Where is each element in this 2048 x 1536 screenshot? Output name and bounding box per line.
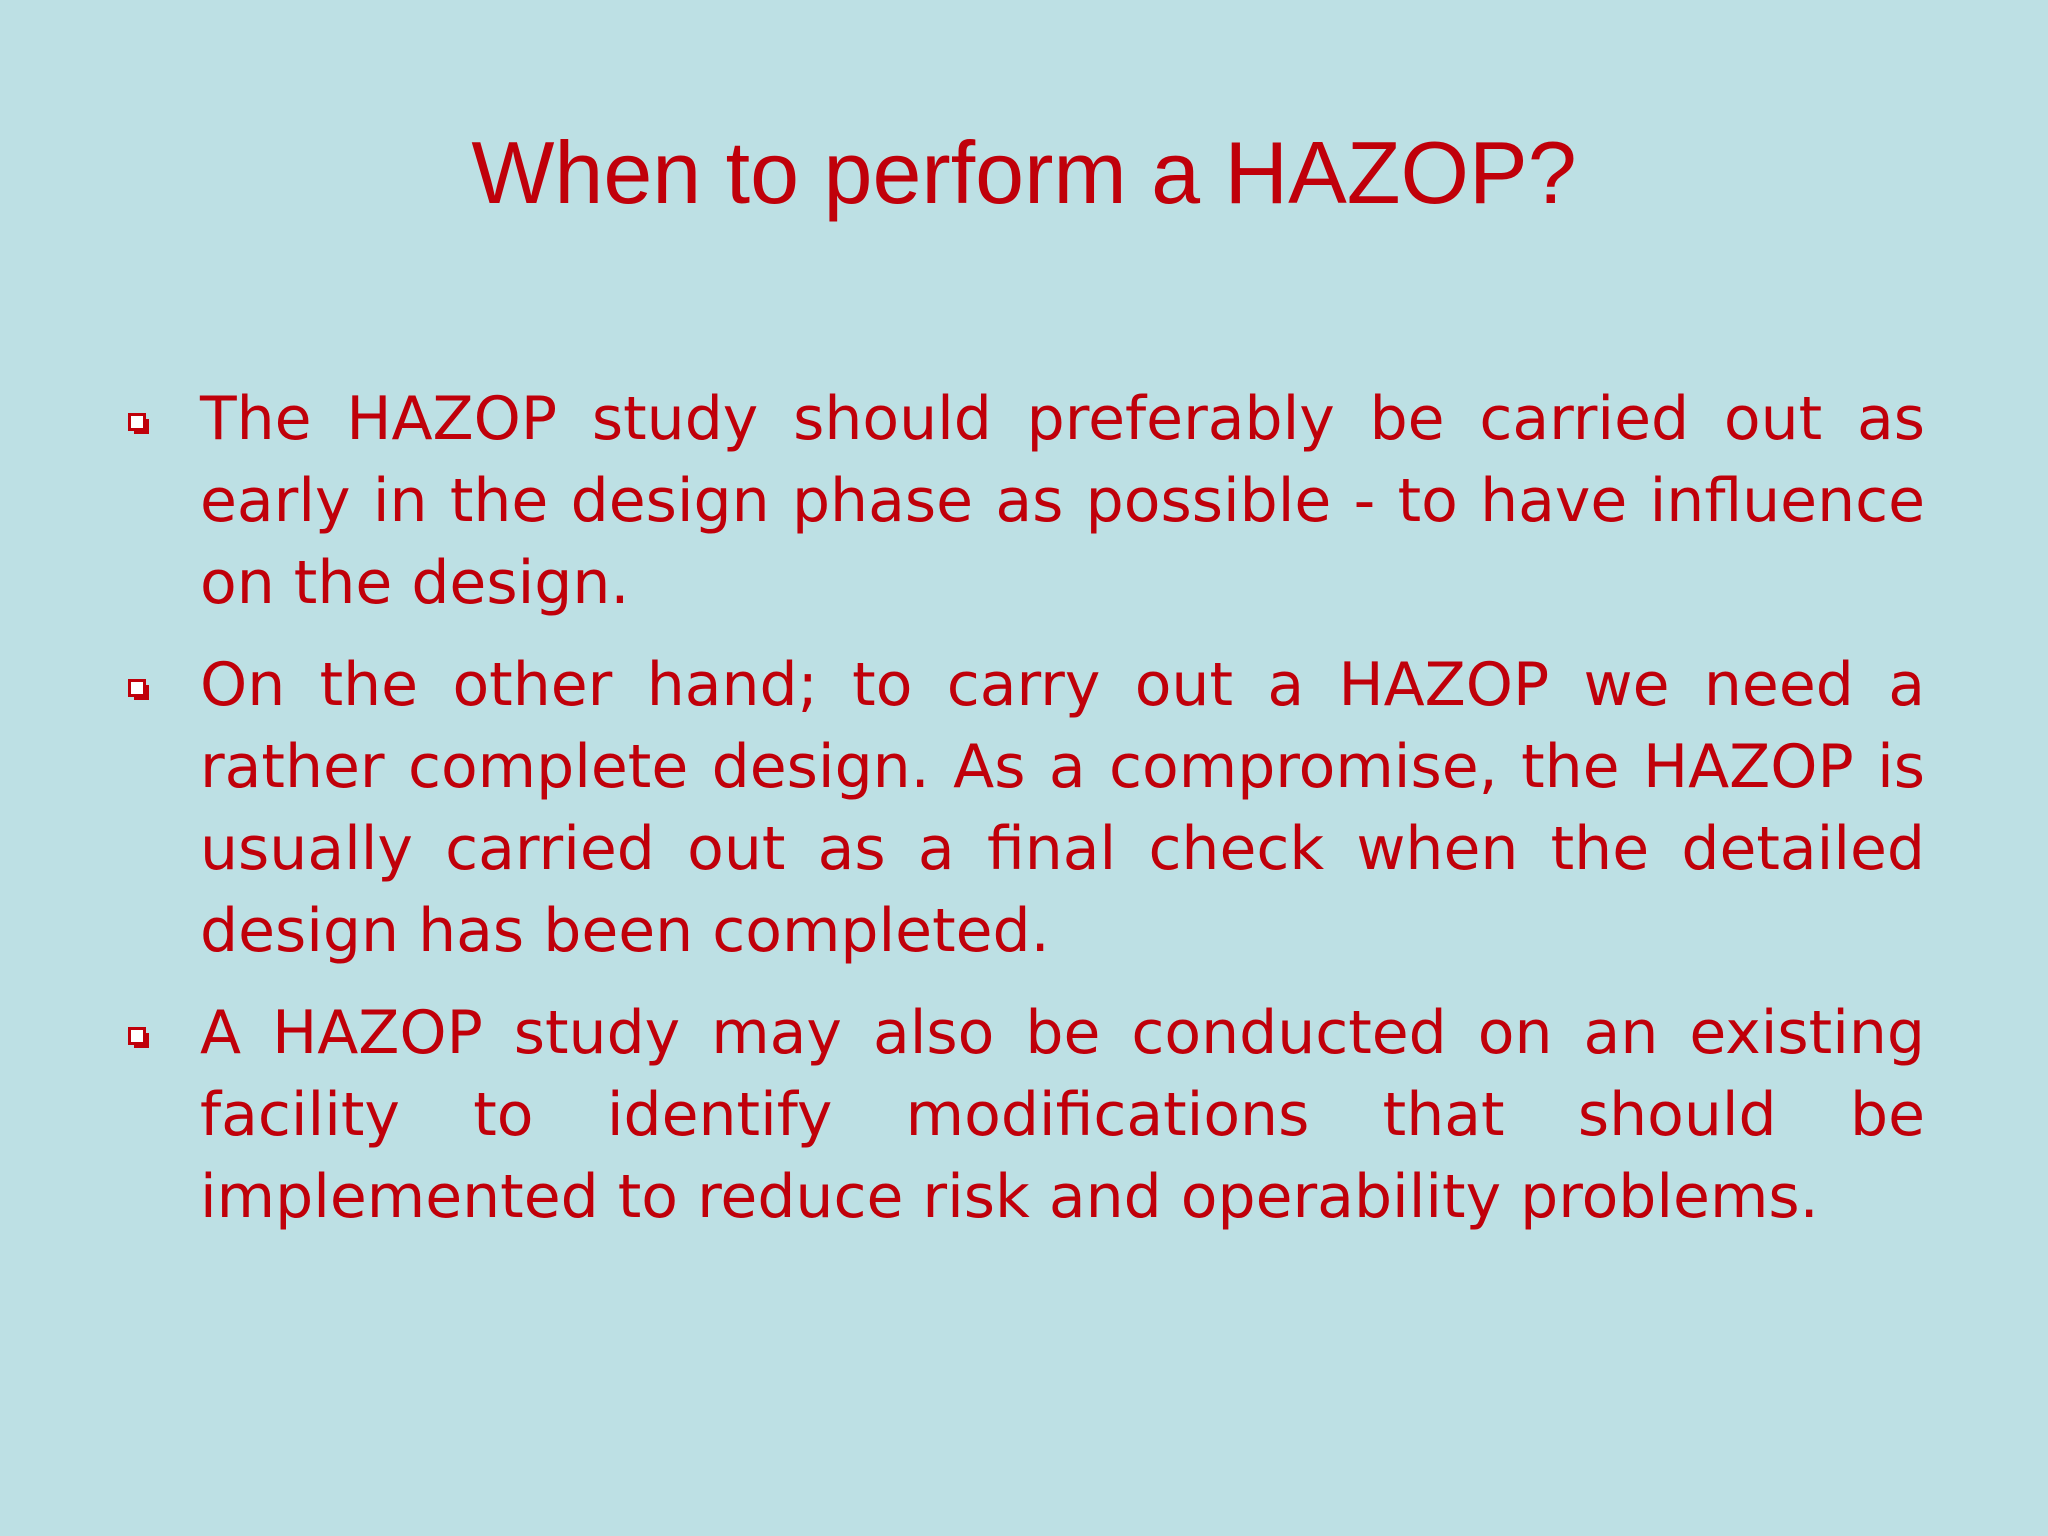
slide-title: When to perform a HAZOP? [471, 123, 1577, 222]
checkbox-square-icon [128, 679, 150, 701]
bullet-item [120, 992, 1925, 1238]
bullet-item [120, 644, 1925, 972]
checkbox-square-icon [128, 1027, 150, 1049]
bullet-text: The HAZOP study should preferably be carried out as early in the design phase as possible - to have influence on the design. [200, 384, 1925, 618]
bullet-text: A HAZOP study may also be conducted on an existing facility to identify modifications that should be implemented to reduce risk and operability problems. [200, 998, 1925, 1232]
bullet-list [120, 378, 1925, 1258]
bullet-text: On the other hand; to carry out a HAZOP we need a rather complete design. As a compromise, the HAZOP is usually carried out as a final check when the detailed design has been completed. [200, 650, 1925, 966]
bullet-item [120, 378, 1925, 624]
checkbox-square-icon [128, 413, 150, 435]
